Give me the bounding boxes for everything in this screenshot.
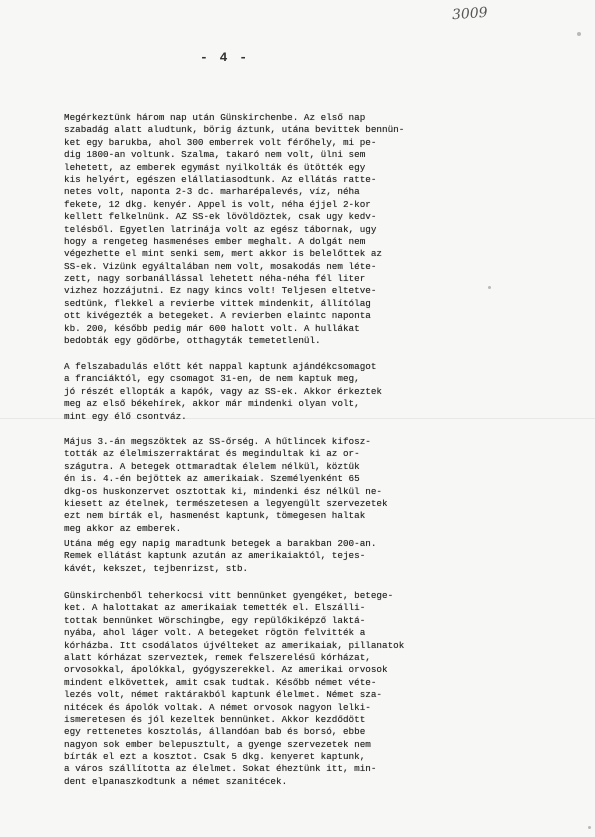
text-line: meg akkor az emberek. — [64, 522, 182, 534]
text-line: végezhette el mint senki sem, mert akkor is belelőttek az — [64, 248, 383, 260]
text-line: nitécek és ápolók voltak. A német orvosok nagyon lelki- — [64, 701, 371, 713]
text-line: szágutra. A betegek ottmaradtak élelem nélkül, köztük — [64, 460, 360, 472]
text-line: ismeretesen és jól kezeltek bennünket. Akkor kezdődött — [64, 713, 366, 725]
text-line: én is. 4.-én bejöttek az amerikaiak. Személyenként 65 — [64, 473, 360, 485]
text-line: Május 3.-án megszöktek az SS-őrség. A hűtlincek kifosz- — [64, 436, 371, 447]
text-line: kávét, kekszet, tejbenrizst, stb. — [64, 562, 249, 574]
text-line: Günskirchenből teherkocsi vitt bennünket gyengéket, betege- — [64, 590, 394, 601]
text-line: Remek ellátást kaptunk azután az amerikaiaktól, tejes- — [64, 550, 366, 562]
text-line: vizhez hozzájutni. Ez nagy kincs volt! Teljesen eltetve- — [64, 285, 377, 297]
text-line: telésből. Egyetlen latrinája volt az egész tábornak, ugy — [64, 223, 377, 235]
text-line: dent elpanaszkodtunk a német szanitécek. — [64, 775, 288, 787]
text-line: kb. 200, később pedig már 600 halott volt. A hullákat — [64, 322, 360, 334]
text-line: lezés volt, német raktárakból kaptunk élelmet. Német sza- — [64, 689, 383, 701]
text-line: ezt nem bírták el, hasmenést kaptunk, tömegesen haltak — [64, 510, 366, 522]
text-line: kórházba. Itt csodálatos újvélteket az amerikaiak, pillanatok — [64, 639, 405, 651]
text-line: nyába, ahol láger volt. A betegeket rögtön felvitték a — [64, 627, 366, 639]
paragraph-1 — [64, 112, 550, 347]
text-line: dkg-os huskonzervet osztottak ki, mindenki ész nélkül ne- — [64, 485, 383, 497]
paragraph-2 — [64, 361, 550, 423]
ink-spot — [588, 826, 591, 829]
text-line: sedtünk, flekkel a revierbe vittek mindenkit, állítólag — [64, 297, 371, 309]
text-line: nagyon sok ember belepusztult, a gyenge szervezetek nem — [64, 738, 371, 750]
text-line: Megérkeztünk három nap után Günskirchenbe. Az első nap — [64, 112, 366, 123]
text-line: bírták el ezt a kosztot. Csak 5 dkg. kenyeret kaptunk, — [64, 751, 366, 763]
text-line: zett, nagy sorbanállással lehetett néha-néha fél liter — [64, 273, 366, 285]
text-line: egy rettenetes kosztolás, állandóan bab és borsó, ebbe — [64, 726, 366, 738]
ink-spot — [577, 32, 581, 36]
text-line: szabadág alatt aludtunk, börig áztunk, utána bevittek bennün- — [64, 124, 405, 136]
text-line: tották az élelmiszerraktárat és megindultak ki az or- — [64, 448, 360, 460]
text-line: ket. A halottakat az amerikaiak temették el. Elszálli- — [64, 602, 366, 614]
text-line: netes volt, naponta 2-3 dc. marharépalevés, víz, néha — [64, 186, 360, 198]
text-line: meg az első békehírek, akkor már mindenki olyan volt, — [64, 398, 360, 410]
archive-number: 3009 — [451, 4, 489, 24]
text-line: a város szállította az élelmet. Sokat éheztünk itt, min- — [64, 763, 377, 775]
text-line: ott kivégezték a betegeket. A revierben elaintc naponta — [64, 310, 371, 322]
text-line: ket egy barukba, ahol 300 emberrek volt férőhely, mi pe- — [64, 136, 377, 148]
text-line: mindent elkövettek, amit csak tudtak. Később német véte- — [64, 676, 377, 688]
text-line: orvosokkal, ápolókkal, gyógyszerekkel. Az amerikai orvosok — [64, 664, 388, 676]
paragraph-4 — [64, 538, 550, 575]
text-line: tottak bennünket Wörschingbe, egy repülőkiképző laktá- — [64, 614, 366, 626]
text-line: alatt kórházat szerveztek, remek felszerelésű kórházat, — [64, 651, 371, 663]
text-line: kis helyért, egészen elállatiasodtunk. Az ellátás ratte- — [64, 173, 377, 185]
text-line: bedobták egy gödörbe, otthagyták temetetlenül. — [64, 335, 321, 347]
text-line: a franciáktól, egy csomagot 31-en, de nem kaptuk meg, — [64, 373, 360, 385]
text-line: kellett felkelnünk. AZ SS-ek lövöldöztek, csak ugy kedv- — [64, 211, 377, 223]
text-line: mint egy élő csontváz. — [64, 410, 187, 422]
page-number: - 4 - — [200, 50, 250, 65]
text-line: dig 1800-an voltunk. Szalma, takaró nem volt, ülni sem — [64, 149, 366, 161]
text-line: A felszabadulás előtt két nappal kaptunk ajándékcsomagot — [64, 361, 377, 372]
text-line: lehetett, az emberek egymást nyilkolták és ütötték egy — [64, 161, 366, 173]
text-line: Utána még egy napig maradtunk betegek a barakban 200-an. — [64, 538, 377, 549]
text-line: jó részét ellopták a kapók, vagy az SS-ek. Akkor érkeztek — [64, 385, 383, 397]
text-line: SS-ek. Vizünk egyáltalában nem volt, mosakodás nem léte- — [64, 260, 377, 272]
text-line: kiesett az ételnek, természetesen a legyengült szervezetek — [64, 497, 388, 509]
text-line: fekete, 12 dkg. kenyér. Appel is volt, néha éjjel 2-kor — [64, 198, 371, 210]
text-line: hogy a rengeteg hasmenéses ember meghalt. A dolgát nem — [64, 235, 366, 247]
paragraph-3 — [64, 436, 550, 535]
paragraph-5 — [64, 590, 550, 788]
